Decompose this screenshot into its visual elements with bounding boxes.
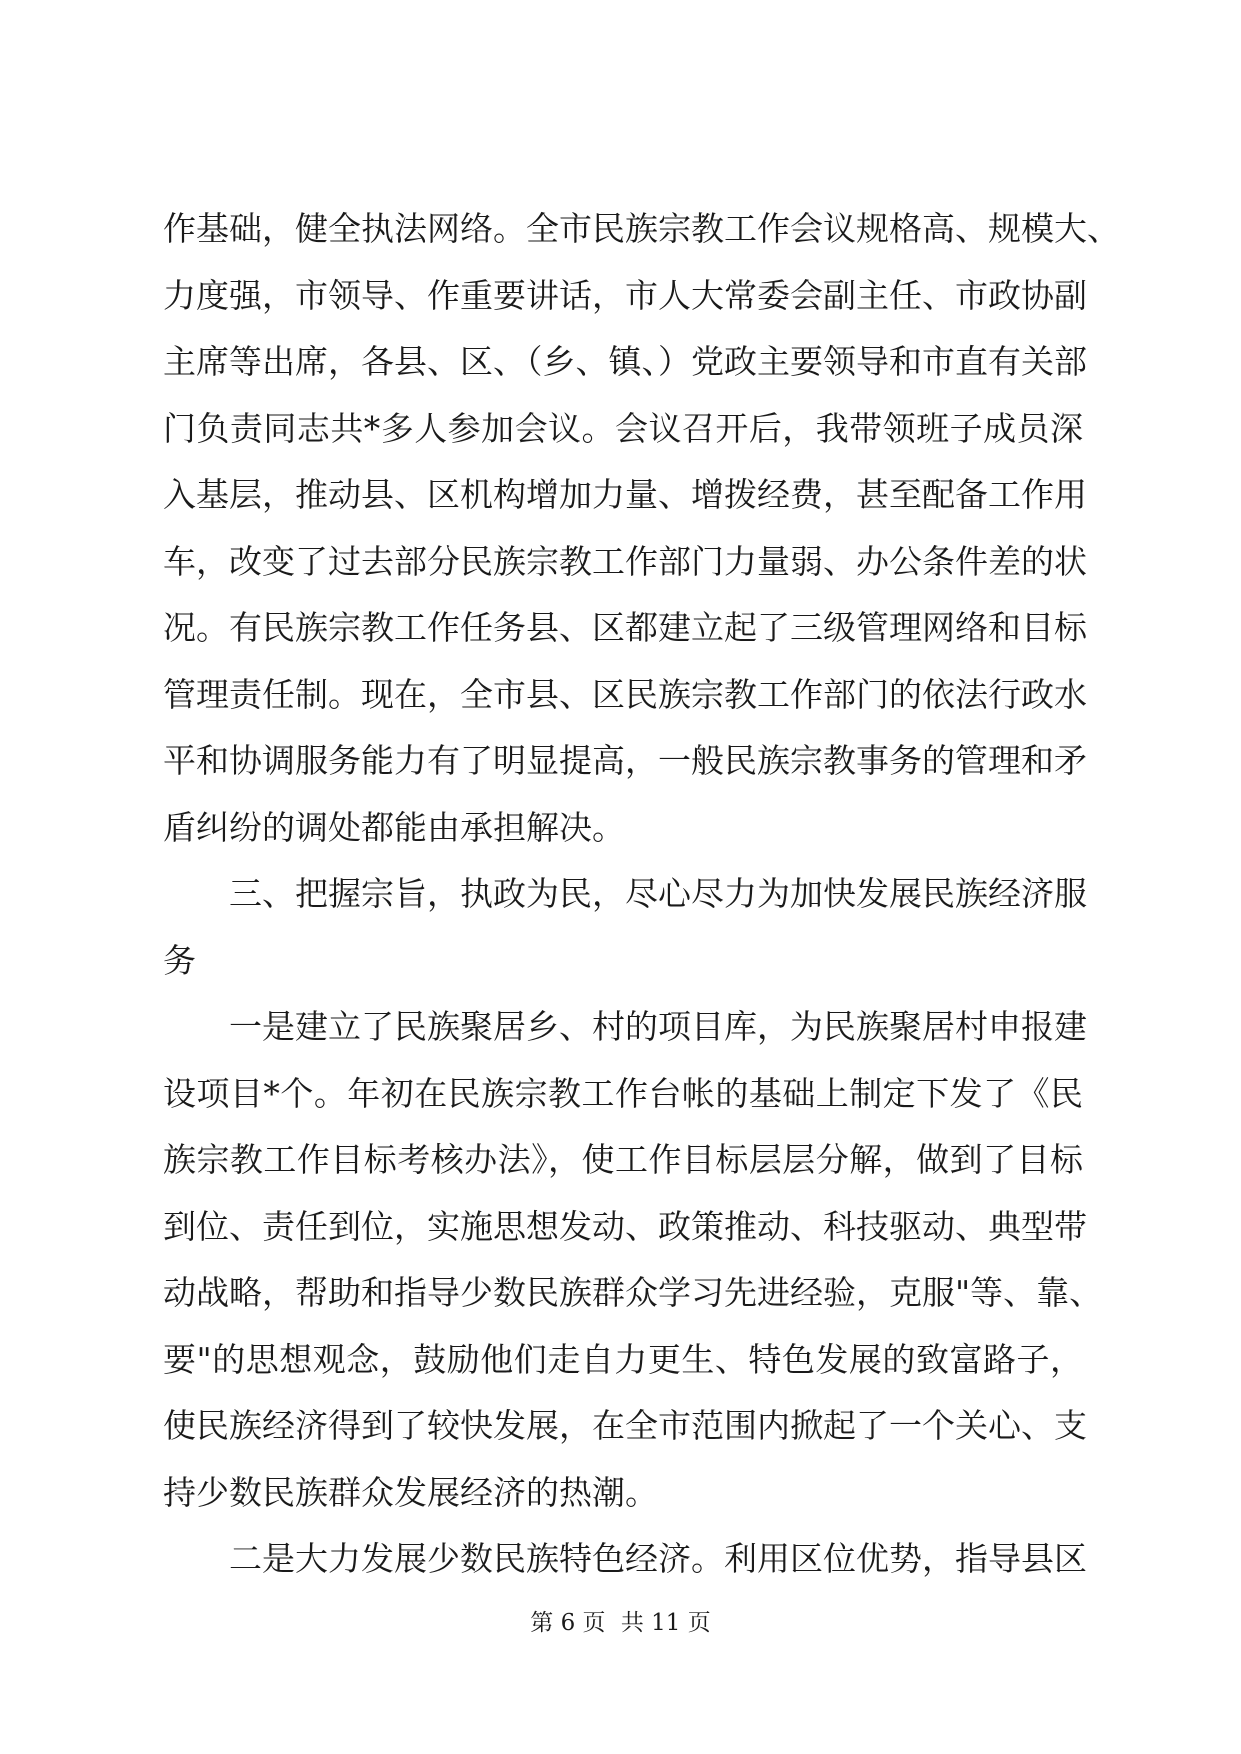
page-footer <box>0 1608 1241 1638</box>
document-body <box>163 196 1120 1593</box>
text-line: 平和协调服务能力有了明显提高，一般民族宗教事务的管理和矛 <box>163 741 1087 780</box>
text-line: 持少数民族群众发展经济的热潮。 <box>163 1472 658 1512</box>
text-line: 一是建立了民族聚居乡、村的项目库，为民族聚居村申报建 <box>229 1007 1087 1046</box>
text-line: 入基层，推动县、区机构增加力量、增拨经费，甚至配备工作用 <box>163 475 1087 514</box>
text-line: 况。有民族宗教工作任务县、区都建立起了三级管理网络和目标 <box>163 608 1087 647</box>
text-line: 设项目*个。年初在民族宗教工作台帐的基础上制定下发了《民 <box>163 1073 1083 1113</box>
text-line: 盾纠纷的调处都能由承担解决。 <box>163 807 625 847</box>
text-line: 门负责同志共*多人参加会议。会议召开后，我带领班子成员深 <box>163 408 1083 448</box>
text-line: 动战略，帮助和指导少数民族群众学习先进经验，克服"等、靠、 <box>163 1273 1103 1312</box>
text-line: 使民族经济得到了较快发展，在全市范围内掀起了一个关心、支 <box>163 1406 1087 1445</box>
page-number: 第 6 页 <box>530 1610 606 1636</box>
text-line: 族宗教工作目标考核办法》，使工作目标层层分解，做到了目标 <box>163 1140 1083 1179</box>
text-line: 要"的思想观念，鼓励他们走自力更生、特色发展的致富路子， <box>163 1339 1083 1379</box>
text-line: 作基础，健全执法网络。全市民族宗教工作会议规格高、规模大、 <box>163 209 1120 248</box>
text-line: 务 <box>163 940 196 980</box>
text-line: 力度强，市领导、作重要讲话，市人大常委会副主任、市政协副 <box>163 275 1087 315</box>
text-line: 到位、责任到位，实施思想发动、政策推动、科技驱动、典型带 <box>163 1206 1087 1246</box>
text-line: 车，改变了过去部分民族宗教工作部门力量弱、办公条件差的状 <box>163 541 1087 581</box>
total-pages: 共 11 页 <box>620 1610 711 1636</box>
text-line: 三、把握宗旨，执政为民，尽心尽力为加快发展民族经济服 <box>229 874 1087 913</box>
text-line: 管理责任制。现在，全市县、区民族宗教工作部门的依法行政水 <box>163 674 1087 714</box>
text-line: 二是大力发展少数民族特色经济。利用区位优势，指导县区 <box>229 1539 1087 1578</box>
text-line: 主席等出席，各县、区、（乡、镇、）党政主要领导和市直有关部 <box>163 342 1087 381</box>
